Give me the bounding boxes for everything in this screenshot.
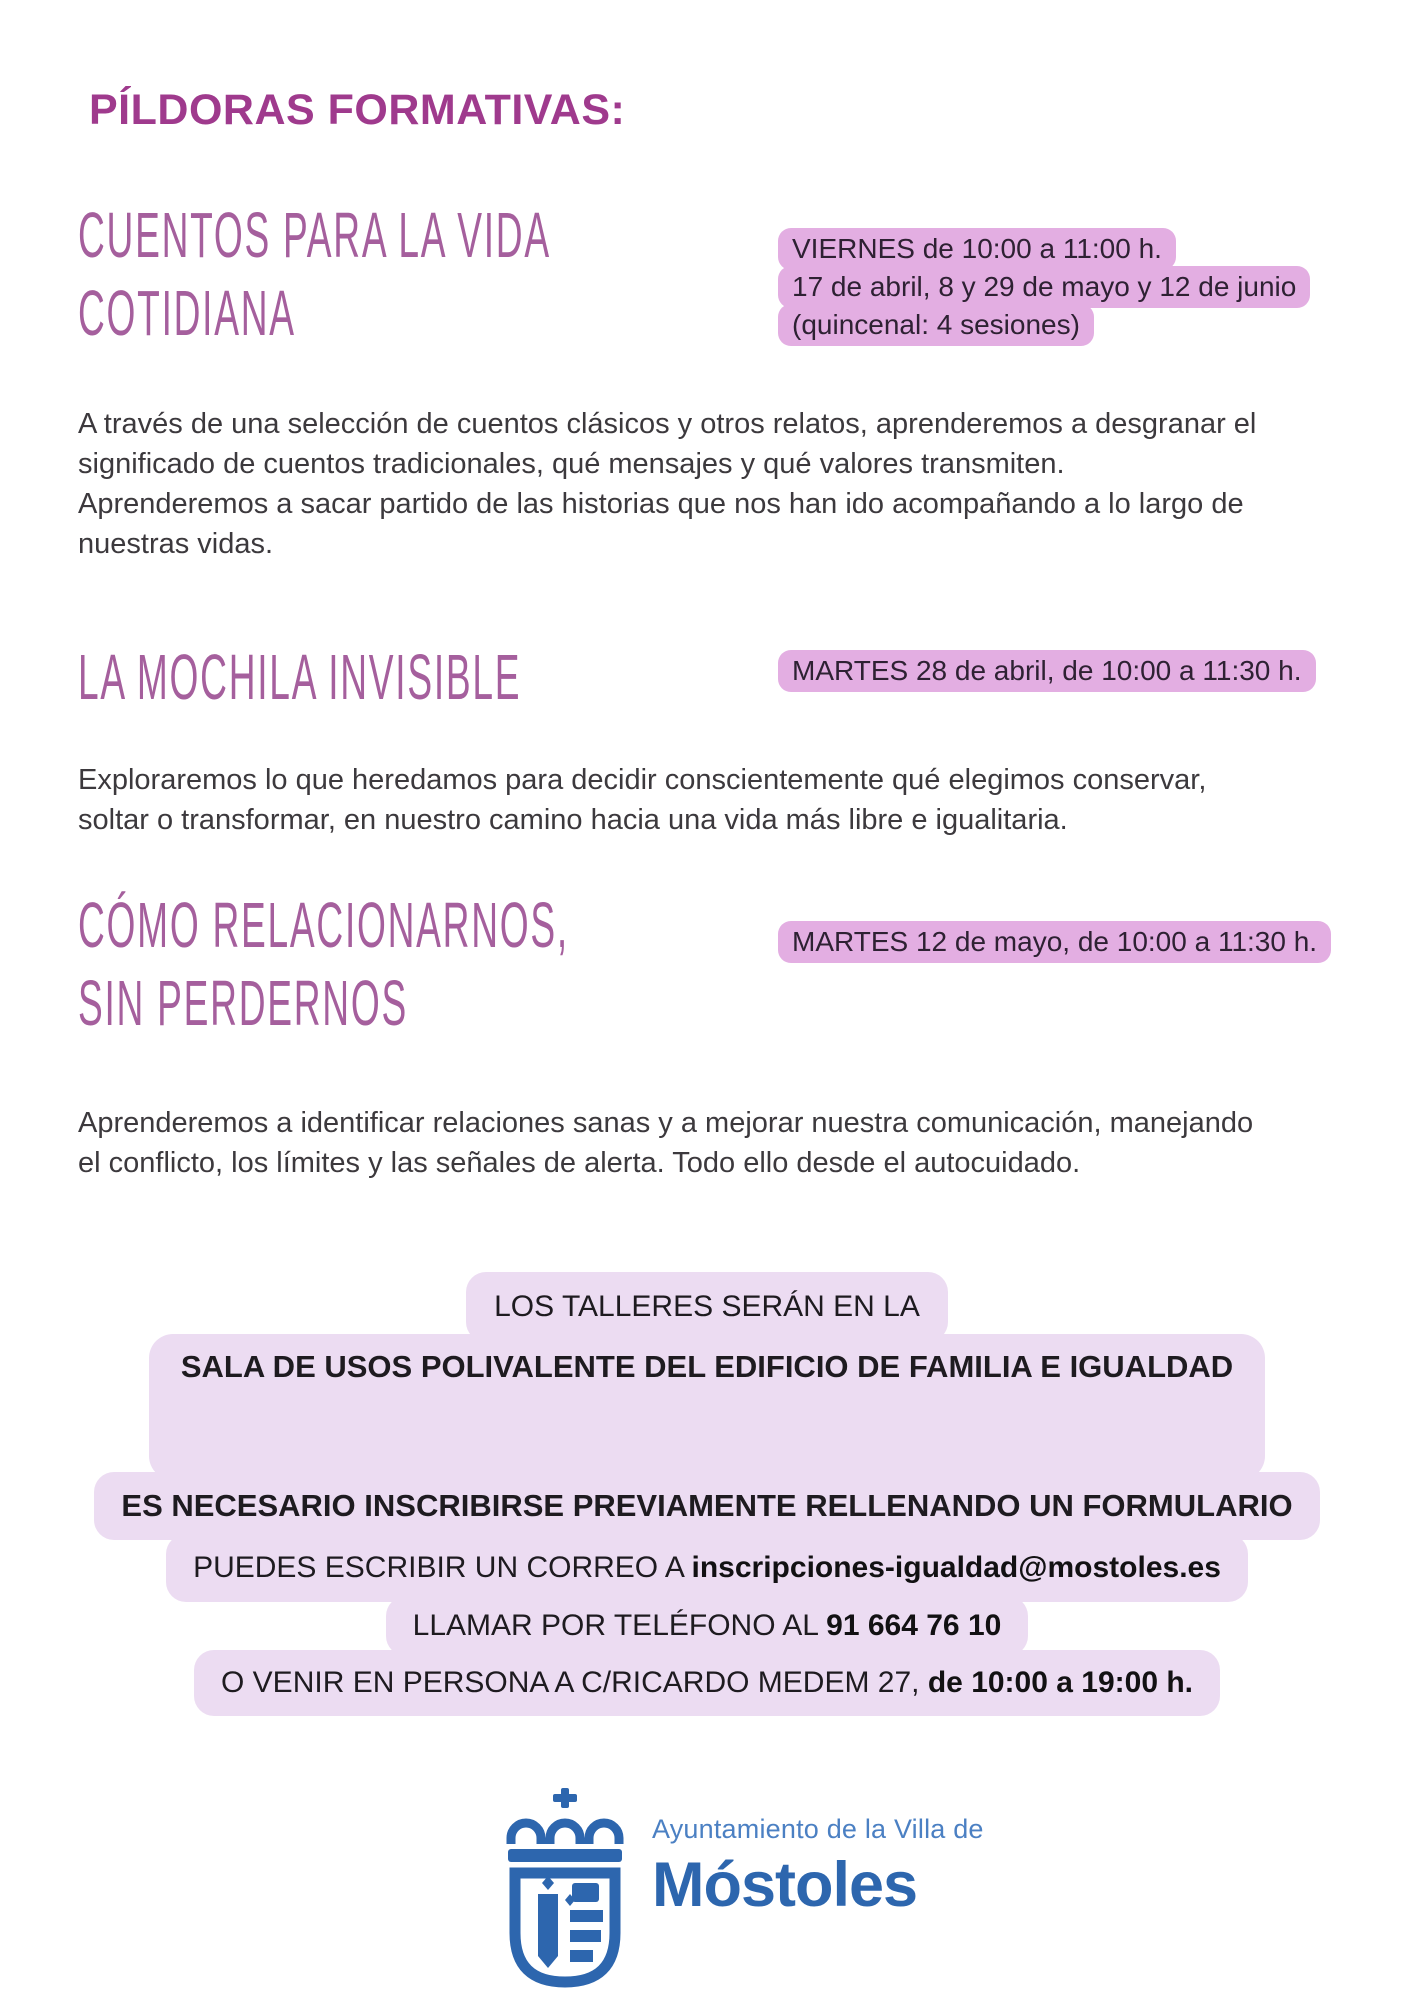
description-line: soltar o transformar, en nuestro camino hacia una vida más libre e igualitaria. <box>78 804 1068 836</box>
workshop-1-title <box>78 196 893 352</box>
schedule-line: MARTES 12 de mayo, de 10:00 a 11:30 h. <box>778 921 1331 963</box>
workshop-1-title-line1: CUENTOS PARA LA VIDA <box>78 199 551 271</box>
workshop-3-description <box>78 1103 1253 1183</box>
workshop-3-title <box>78 886 924 1042</box>
workshop-1-schedule <box>778 228 1310 346</box>
opening-hours: de 10:00 a 19:00 h. <box>927 1666 1193 1699</box>
info-location-intro-text: LOS TALLERES SERÁN EN LA <box>494 1290 920 1323</box>
workshop-2-schedule <box>778 650 1316 692</box>
info-email-prefix: PUEDES ESCRIBIR UN CORREO A <box>193 1551 692 1584</box>
info-location-name <box>149 1334 1265 1480</box>
workshop-1-title-line2: COTIDIANA <box>78 277 296 349</box>
email-address: inscripciones-igualdad@mostoles.es <box>691 1551 1221 1584</box>
schedule-line: VIERNES de 10:00 a 11:00 h. <box>778 228 1176 270</box>
mostoles-logo <box>500 1788 984 1988</box>
info-location-name-text: SALA DE USOS POLIVALENTE DEL EDIFICIO DE FAMILIA E IGUALDAD <box>180 1349 1234 1384</box>
mostoles-shield-icon <box>500 1788 630 1988</box>
workshop-2-title-line1: LA MOCHILA INVISIBLE <box>78 641 522 713</box>
phone-number: 91 664 76 10 <box>826 1609 1002 1642</box>
workshop-1-description <box>78 404 1256 564</box>
description-line: Exploraremos lo que heredamos para decidir conscientemente qué elegimos conservar, <box>78 764 1207 796</box>
schedule-line: MARTES 28 de abril, de 10:00 a 11:30 h. <box>778 650 1316 692</box>
schedule-line: (quincenal: 4 sesiones) <box>778 304 1094 346</box>
info-address-prefix: O VENIR EN PERSONA A C/RICARDO MEDEM 27, <box>221 1666 928 1699</box>
description-line: A través de una selección de cuentos clásicos y otros relatos, aprenderemos a desgranar el <box>78 408 1257 440</box>
description-line: Aprenderemos a identificar relaciones sanas y a mejorar nuestra comunicación, manejando <box>78 1107 1254 1139</box>
info-phone-line <box>386 1596 1029 1656</box>
workshop-3-title-line2: SIN PERDERNOS <box>78 967 408 1039</box>
info-block <box>0 1272 1414 1716</box>
info-registration-notice <box>94 1472 1319 1540</box>
info-registration-text: ES NECESARIO INSCRIBIRSE PREVIAMENTE RELLENANDO UN FORMULARIO <box>121 1488 1293 1523</box>
logo-org-line: Ayuntamiento de la Villa de <box>652 1814 984 1844</box>
workshop-3-schedule <box>778 921 1331 963</box>
description-line: nuestras vidas. <box>78 528 274 560</box>
workshop-3-title-line1: CÓMO RELACIONARNOS, <box>78 889 569 961</box>
description-line: el conflicto, los límites y las señales de alerta. Todo ello desde el autocuidado. <box>78 1147 1081 1179</box>
description-line: significado de cuentos tradicionales, qué mensajes y qué valores transmiten. <box>78 448 1065 480</box>
info-email-line <box>166 1534 1248 1602</box>
info-phone-prefix: LLAMAR POR TELÉFONO AL <box>412 1609 827 1642</box>
page-title: PÍLDORAS FORMATIVAS: <box>89 86 626 134</box>
logo-text <box>652 1788 984 1921</box>
workshop-2-title <box>78 638 842 716</box>
logo-city-name: Móstoles <box>652 1850 918 1920</box>
description-line: Aprenderemos a sacar partido de las historias que nos han ido acompañando a lo largo de <box>78 488 1244 520</box>
info-address-line <box>194 1650 1220 1716</box>
info-location-intro <box>466 1272 948 1342</box>
workshop-2-description <box>78 760 1206 840</box>
schedule-line: 17 de abril, 8 y 29 de mayo y 12 de junio <box>778 266 1310 308</box>
